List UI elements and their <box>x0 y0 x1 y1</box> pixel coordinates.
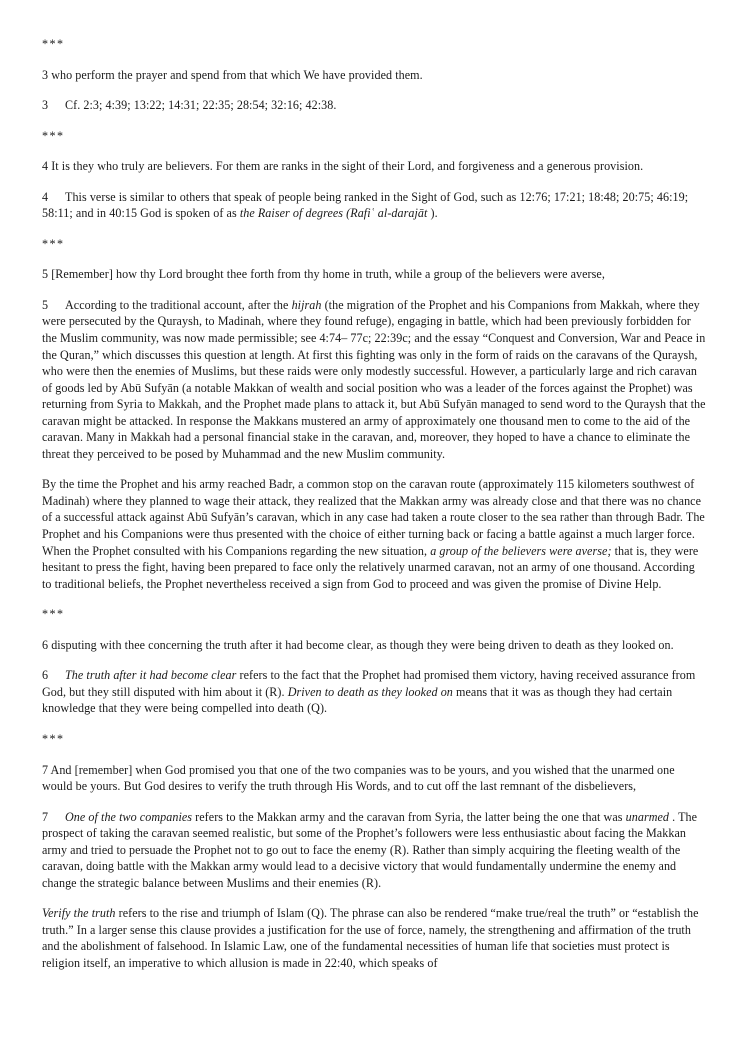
section-separator: *** <box>42 607 65 622</box>
section-separator: *** <box>42 37 65 51</box>
commentary-number: 4 <box>42 189 49 204</box>
paragraph-part-1: By the time the Prophet and his army reached Badr, a common stop on the caravan route (approximately 115 kilometers southwest of Madinah) where they planned to wage their attack, they realized that the Makkan army was already close and that there was no chance of a successful attack against Abū Sufyān’s caravan, which in any case had taken a route closer to the sea rather than through Badr. The Prophet and his Companions were thus presented with the choice of either turning back or facing a battle against a much larger force. When the Prophet consulted with his Companions regarding the new situation, <box>42 477 705 558</box>
commentary-body-part-1: According to the traditional account, after the <box>65 297 292 312</box>
verse-text-3: 3 who perform the prayer and spend from that which We have provided them. <box>42 67 423 82</box>
commentary-7 <box>42 809 706 892</box>
paragraph-verify-the-truth <box>42 905 706 971</box>
paragraph-badr <box>42 476 706 592</box>
commentary-italic-phrase: the Raiser of degrees (Rafiʿ al-darajāt <box>239 206 428 221</box>
section-separator: *** <box>42 731 65 746</box>
commentary-italic-phrase: hijrah <box>291 297 322 312</box>
commentary-italic-phrase-1: One of the two companies <box>65 809 193 824</box>
commentary-italic-phrase-1: The truth after it had become clear <box>65 668 237 683</box>
section-separator: *** <box>42 236 65 251</box>
paragraph-italic-phrase: a group of the believers were averse; <box>430 543 612 558</box>
commentary-number: 7 <box>42 809 49 824</box>
commentary-number: 3 <box>42 98 49 113</box>
commentary-number: 6 <box>42 668 49 683</box>
commentary-italic-phrase-2: unarmed <box>625 809 670 824</box>
commentary-body-part-3: means that it was as though they had certain knowledge that they were being compelled into death (Q). <box>42 684 673 716</box>
verse-text-6: 6 disputing with thee concerning the truth after it had become clear, as though they were being driven to death as they looked on. <box>42 637 674 652</box>
commentary-body-part-3: . The prospect of taking the caravan seemed realistic, but some of the Prophet’s followers were less enthusiastic about facing the Makkan army and tried to persuade the Prophet not to go out to face the enemy (R). Rather than simply acquiring the fleeting wealth of the caravan, doing battle with the Makkan army would lead to a decisive victory that would fundamentally undermine the enemy and change the strategic balance between Muslims and their enemies (R). <box>42 809 698 890</box>
commentary-6 <box>42 667 706 717</box>
paragraph-italic-phrase: Verify the truth <box>42 906 116 921</box>
section-separator: *** <box>42 128 65 143</box>
commentary-body-part-2: ). <box>427 206 438 221</box>
commentary-4 <box>42 189 706 222</box>
paragraph-part-2: that is, they were hesitant to press the fight, having been prepared to face only the relatively unarmed caravan, not an army of one thousand. According to traditional beliefs, the Prophet nevertheless received a sign from God to proceed and was given the promise of Divine Help. <box>42 543 699 591</box>
commentary-number: 5 <box>42 297 49 312</box>
verse-text-4: 4 It is they who truly are believers. For them are ranks in the sight of their Lord, and forgiveness and a generous provision. <box>42 159 644 174</box>
commentary-italic-phrase-2: Driven to death as they looked on <box>287 684 453 699</box>
commentary-body: Cf. 2:3; 4:39; 13:22; 14:31; 22:35; 28:54; 32:16; 42:38. <box>65 98 337 113</box>
commentary-body-part-2: (the migration of the Prophet and his Companions from Makkah, where they were persecuted by the Quraysh, to Madinah, where they found refuge), engaging in battle, which had been previously forbidden for the Muslim community, was now made permissible; see 4:74– 77c; 22:39c; and the essay “Conquest and Conversion, War and Peace in the Quran,” which discusses this question at length. At first this fighting was only in the form of raids on the caravans of the Quraysh, who were then the enemies of Muslims, but these raids were only modestly successful. However, a particularly large and rich caravan of goods led by Abū Sufyān (a notable Makkan of wealth and social position who was a leader of the forces against the Prophet) was returning from Syria to Makkah, and the Prophet made plans to attack it, but Abū Sufyān managed to send word to the Quraysh that the caravan might be attacked. In response the Makkans mustered an army of approximately one thousand men to come to the aid of the caravan. Many in Makkah had a personal financial stake in the caravan, and, moreover, they hoped to have a chance to eliminate the threat they perceived to be posed by Muhammad and the new Muslim community. <box>42 297 706 461</box>
verse-text-5: 5 [Remember] how thy Lord brought thee forth from thy home in truth, while a group of the believers were averse, <box>42 267 605 282</box>
verse-text-7: 7 And [remember] when God promised you that one of the two companies was to be yours, and you wished that the unarmed one would be yours. But God desires to verify the truth through His Words, and to cut off the last remnant of the disbelievers, <box>42 762 675 794</box>
commentary-body-part-2: refers to the Makkan army and the caravan from Syria, the latter being the one that was <box>192 809 626 824</box>
commentary-5 <box>42 297 706 462</box>
commentary-3 <box>42 97 706 114</box>
paragraph-part-2: refers to the rise and triumph of Islam (Q). The phrase can also be rendered “make true/real the truth” or “establish the truth.” In a larger sense this clause provides a justification for the use of force, namely, the strengthening and affirmation of the truth and the abolishment of falsehood. In Islamic Law, one of the fundamental necessities of human life that societies must protect is religion itself, an imperative to which allusion is made in 22:40, which speaks of <box>42 906 699 970</box>
commentary-body-part-1: This verse is similar to others that speak of people being ranked in the Sight of God, such as 12:76; 17:21; 18:48; 20:75; 46:19; 58:11; and in 40:15 God is spoken of as <box>42 189 689 221</box>
commentary-body-part-2: refers to the fact that the Prophet had promised them victory, having received assurance from God, but they still disputed with him about it (R). <box>42 668 696 699</box>
